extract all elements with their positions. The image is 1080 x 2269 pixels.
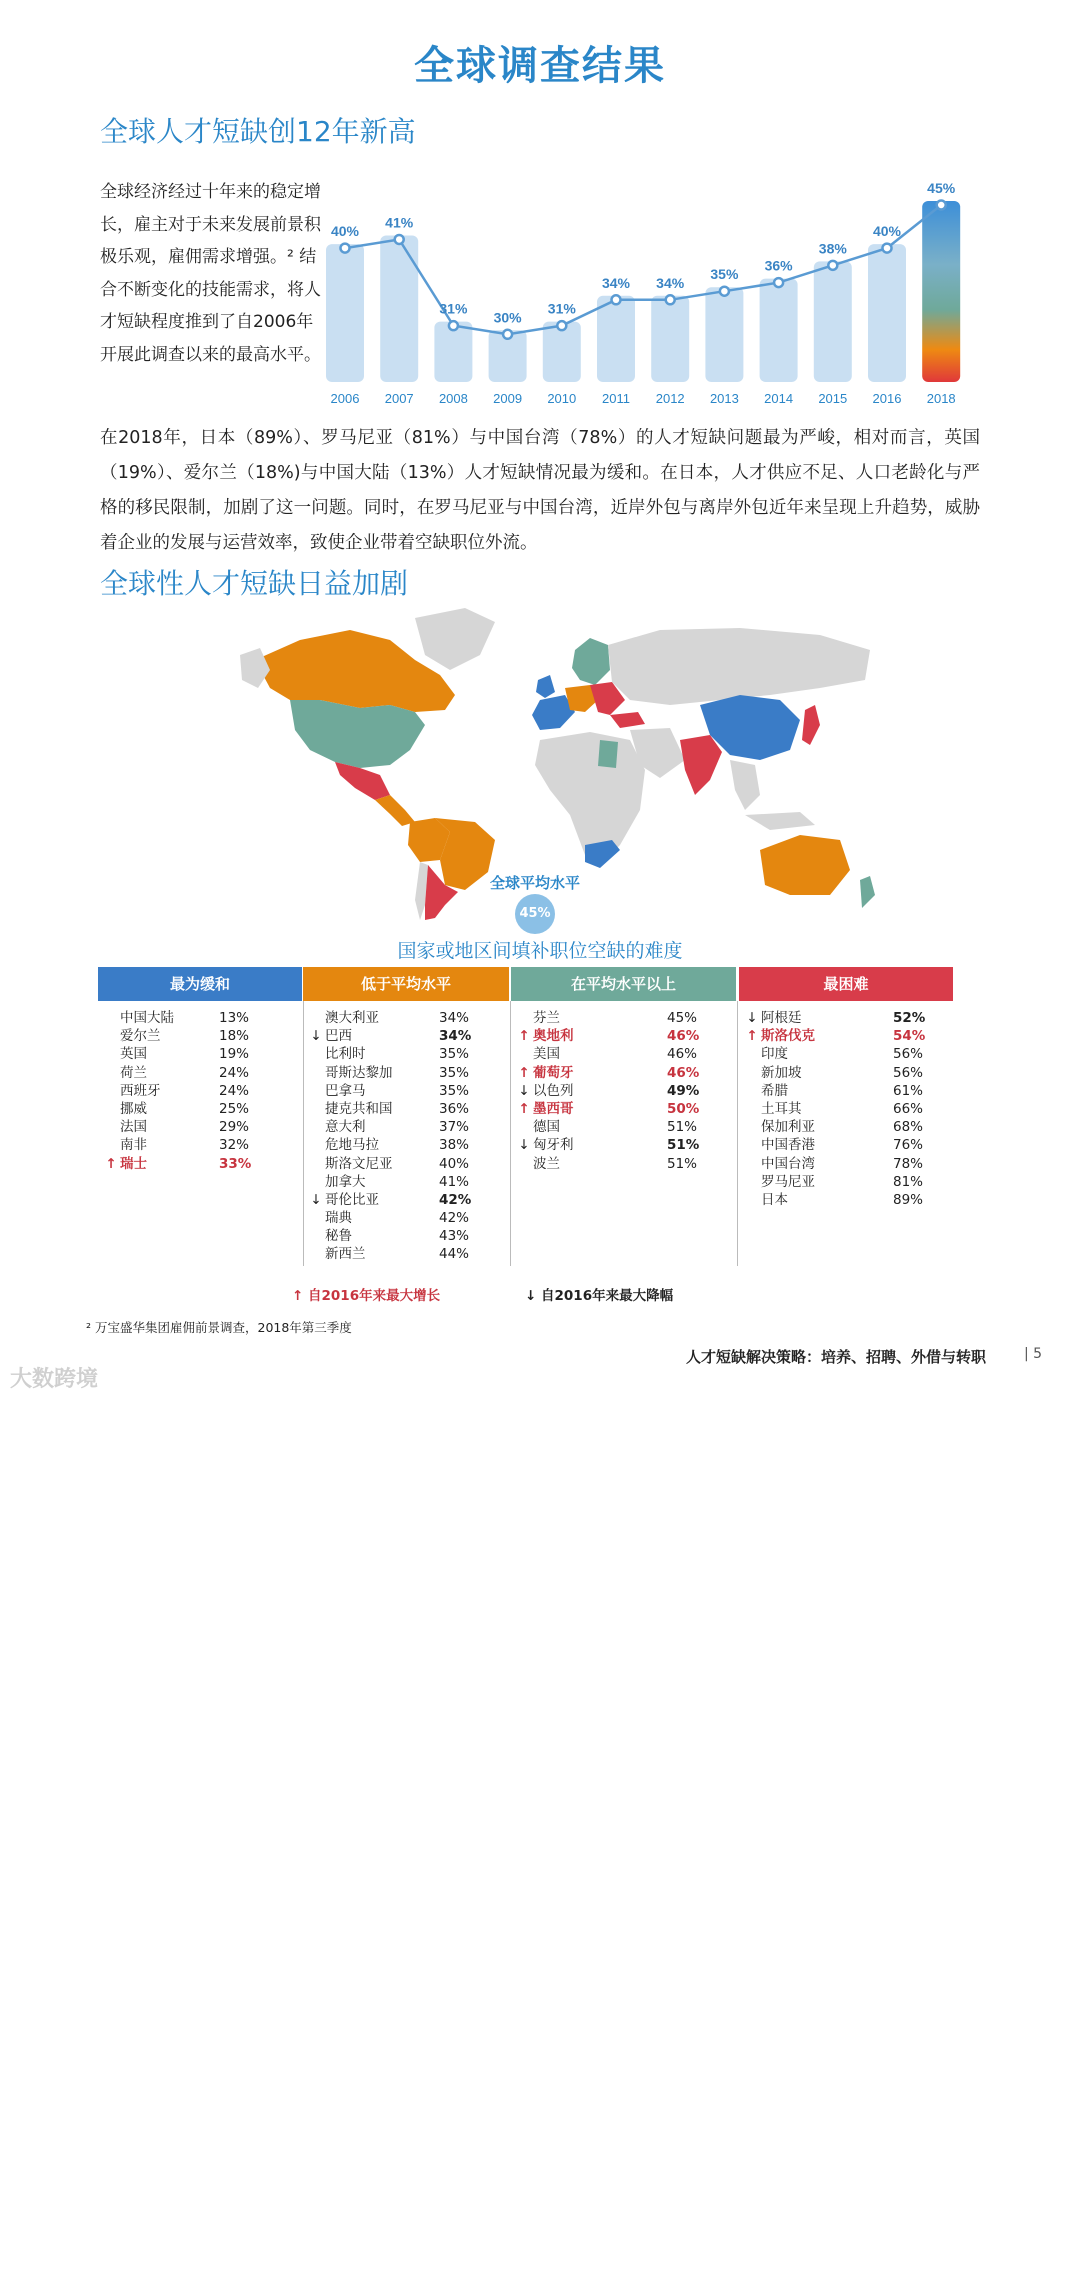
- country-name: 捷克共和国: [325, 1100, 393, 1117]
- country-name: 秘鲁: [325, 1228, 352, 1245]
- table-row: [745, 1100, 953, 1118]
- x-tick-label: 2011: [602, 391, 630, 406]
- country-name: 哥斯达黎加: [325, 1064, 393, 1081]
- country-name: 荷兰: [120, 1064, 147, 1081]
- shortage-value: 34%: [439, 1010, 470, 1026]
- bar-2014: [760, 279, 798, 382]
- x-tick-label: 2010: [547, 391, 577, 406]
- country-name: 瑞士: [120, 1155, 147, 1172]
- country-name: 波兰: [533, 1155, 560, 1172]
- shortage-value: 54%: [893, 1028, 926, 1045]
- data-label: 41%: [385, 214, 414, 231]
- table-row: [104, 1118, 302, 1136]
- table-row: [309, 1009, 509, 1027]
- table-row: [517, 1082, 736, 1100]
- country-name: 以色列: [533, 1082, 574, 1099]
- column-most-difficult: [739, 967, 953, 2269]
- data-label: 36%: [764, 257, 793, 274]
- column-rows: [739, 1001, 953, 1209]
- map-usa: [290, 700, 425, 768]
- shortage-value: 81%: [893, 1173, 924, 1190]
- table-row: [309, 1191, 509, 1209]
- data-label: 31%: [439, 300, 468, 317]
- data-label: 34%: [601, 274, 631, 291]
- table-row: [745, 1118, 953, 1136]
- country-name: 德国: [533, 1119, 560, 1136]
- decrease-arrow-icon: ↓: [310, 1191, 322, 1208]
- line-point: [720, 287, 729, 296]
- column-header: 在平均水平以上: [511, 967, 736, 1001]
- shortage-value: 46%: [667, 1028, 700, 1045]
- shortage-value: 76%: [893, 1137, 924, 1154]
- map-egypt: [598, 740, 618, 768]
- country-name: 新加坡: [761, 1064, 802, 1081]
- talent-shortage-chart: [318, 165, 978, 410]
- column-rows: [511, 1001, 736, 1173]
- section-title-shortage-high: 全球人才短缺创12年新高: [100, 115, 416, 148]
- column-header: 低于平均水平: [303, 967, 509, 1001]
- country-name: 新西兰: [325, 1246, 366, 1263]
- data-label: 31%: [547, 300, 576, 317]
- country-name: 阿根廷: [761, 1010, 802, 1026]
- column-rows: [303, 1001, 509, 1264]
- shortage-value: 35%: [439, 1082, 470, 1099]
- table-row: [517, 1155, 736, 1173]
- table-row: [745, 1009, 953, 1027]
- table-title: 国家或地区间填补职位空缺的难度: [397, 940, 683, 962]
- shortage-value: 56%: [893, 1046, 924, 1063]
- shortage-value: 32%: [219, 1137, 250, 1154]
- table-row: [104, 1027, 302, 1045]
- table-row: [309, 1173, 509, 1191]
- country-name: 奥地利: [533, 1028, 574, 1045]
- table-row: [517, 1118, 736, 1136]
- shortage-value: 24%: [219, 1064, 250, 1081]
- column-above-average: [511, 967, 736, 2269]
- line-point: [612, 295, 621, 304]
- shortage-value: 89%: [893, 1191, 924, 1208]
- line-point: [937, 201, 946, 210]
- line-point: [449, 321, 458, 330]
- map-japan: [802, 705, 820, 745]
- country-name: 日本: [761, 1191, 788, 1208]
- map-greenland: [415, 608, 495, 670]
- country-name: 保加利亚: [761, 1119, 815, 1136]
- table-row: [745, 1191, 953, 1209]
- country-name: 葡萄牙: [533, 1064, 574, 1081]
- data-label: 35%: [710, 266, 739, 283]
- shortage-value: 68%: [893, 1119, 924, 1136]
- line-point: [503, 330, 512, 339]
- data-label: 40%: [872, 223, 902, 240]
- map-south-africa: [585, 840, 620, 868]
- decrease-arrow-icon: ↓: [518, 1137, 530, 1154]
- data-label: 40%: [330, 223, 360, 240]
- data-label: 30%: [493, 309, 522, 326]
- shortage-value: 51%: [667, 1119, 698, 1136]
- country-name: 加拿大: [325, 1173, 366, 1190]
- bar-2013: [705, 287, 743, 382]
- country-name: 意大利: [325, 1119, 366, 1136]
- country-name: 希腊: [761, 1082, 788, 1099]
- x-tick-label: 2018: [926, 391, 956, 406]
- shortage-value: 36%: [439, 1100, 470, 1117]
- shortage-value: 52%: [893, 1010, 926, 1026]
- map-russia: [608, 628, 870, 705]
- country-name: 巴拿马: [325, 1082, 366, 1099]
- country-name: 澳大利亚: [325, 1010, 379, 1026]
- shortage-value: 35%: [439, 1046, 470, 1063]
- column-header: 最困难: [739, 967, 953, 1001]
- table-row: [309, 1227, 509, 1245]
- increase-arrow-icon: ↑: [746, 1028, 758, 1045]
- shortage-value: 25%: [219, 1100, 250, 1117]
- footer-title: 人才短缺解决策略：培养、招聘、外借与转职: [686, 1348, 987, 1366]
- table-row: [517, 1045, 736, 1063]
- footnote: ² 万宝盛华集团雇佣前景调查，2018年第三季度: [86, 1320, 352, 1335]
- table-row: [517, 1136, 736, 1154]
- country-name: 土耳其: [761, 1100, 802, 1117]
- table-row: [745, 1027, 953, 1045]
- x-tick-label: 2013: [709, 391, 739, 406]
- column-least-difficult: [98, 967, 302, 2269]
- line-point: [395, 235, 404, 244]
- country-name: 罗马尼亚: [761, 1173, 815, 1190]
- map-new-zealand: [860, 876, 875, 908]
- section-title-global-trend: 全球性人才短缺日益加剧: [100, 567, 409, 600]
- shortage-value: 29%: [219, 1119, 250, 1136]
- table-row: [309, 1100, 509, 1118]
- watermark: 大数跨境: [10, 1367, 99, 1392]
- table-row: [309, 1245, 509, 1263]
- shortage-value: 18%: [219, 1028, 250, 1045]
- country-name: 中国香港: [761, 1137, 815, 1154]
- country-name: 爱尔兰: [120, 1028, 161, 1045]
- table-row: [745, 1136, 953, 1154]
- map-central-america: [375, 795, 415, 826]
- country-name: 瑞典: [325, 1210, 352, 1227]
- x-tick-label: 2012: [655, 391, 685, 406]
- table-row: [309, 1155, 509, 1173]
- shortage-value: 46%: [667, 1046, 698, 1063]
- map-se-asia: [730, 760, 760, 810]
- increase-arrow-icon: ↑: [518, 1028, 530, 1045]
- table-row: [517, 1009, 736, 1027]
- country-name: 西班牙: [120, 1082, 161, 1099]
- shortage-value: 37%: [439, 1119, 470, 1136]
- country-name: 墨西哥: [533, 1100, 574, 1117]
- line-point: [828, 261, 837, 270]
- shortage-value: 46%: [667, 1064, 700, 1081]
- table-row: [309, 1027, 509, 1045]
- column-header: 最为缓和: [98, 967, 302, 1001]
- bar-2007: [380, 235, 418, 382]
- map-australia: [760, 835, 850, 895]
- table-row: [104, 1045, 302, 1063]
- shortage-value: 61%: [893, 1082, 924, 1099]
- table-row: [104, 1064, 302, 1082]
- country-name: 巴西: [325, 1028, 352, 1045]
- shortage-value: 66%: [893, 1100, 924, 1117]
- country-name: 中国大陆: [120, 1010, 174, 1026]
- global-average-badge: 45%: [515, 894, 555, 934]
- table-row: [104, 1155, 302, 1173]
- country-name: 中国台湾: [761, 1155, 815, 1172]
- table-row: [745, 1173, 953, 1191]
- shortage-value: 42%: [439, 1191, 472, 1208]
- country-name: 芬兰: [533, 1010, 560, 1026]
- table-row: [517, 1100, 736, 1118]
- shortage-value: 24%: [219, 1082, 250, 1099]
- shortage-value: 19%: [219, 1046, 250, 1063]
- column-below-average: [303, 967, 509, 2269]
- shortage-value: 38%: [439, 1137, 470, 1154]
- x-tick-label: 2014: [764, 391, 794, 406]
- shortage-value: 41%: [439, 1173, 470, 1190]
- table-row: [104, 1009, 302, 1027]
- country-name: 挪威: [120, 1100, 147, 1117]
- country-name: 印度: [761, 1046, 788, 1063]
- x-tick-label: 2015: [818, 391, 848, 406]
- country-name: 法国: [120, 1119, 147, 1136]
- country-name: 英国: [120, 1046, 147, 1063]
- table-row: [309, 1209, 509, 1227]
- x-tick-label: 2009: [493, 391, 523, 406]
- shortage-value: 43%: [439, 1228, 470, 1245]
- shortage-value: 56%: [893, 1064, 924, 1081]
- column-divider: [510, 1001, 511, 1266]
- bar-2012: [651, 296, 689, 382]
- table-row: [745, 1045, 953, 1063]
- table-row: [104, 1082, 302, 1100]
- shortage-value: 51%: [667, 1137, 700, 1154]
- data-label: 45%: [927, 180, 956, 196]
- page-title: 全球调查结果: [414, 43, 666, 89]
- increase-arrow-icon: ↑: [105, 1155, 117, 1172]
- increase-arrow-icon: ↑: [518, 1100, 530, 1117]
- column-rows: [98, 1001, 302, 1173]
- line-point: [883, 244, 892, 253]
- shortage-value: 34%: [439, 1028, 472, 1045]
- global-average-label: 全球平均水平: [489, 874, 580, 892]
- shortage-value: 35%: [439, 1064, 470, 1081]
- shortage-value: 40%: [439, 1155, 470, 1172]
- legend-largest-decrease: ↓ 自2016年来最大降幅: [525, 1288, 674, 1304]
- bar-2006: [326, 244, 364, 382]
- legend-largest-increase: ↑ 自2016年来最大增长: [292, 1288, 441, 1304]
- intro-paragraph: 全球经济经过十年来的稳定增长，雇主对于未来发展前景积极乐观，雇佣需求增强。² 结合不断变化的技能需求，将人才短缺程度推到了自2006年开展此调查以来的最高水平。: [100, 182, 321, 365]
- table-row: [309, 1064, 509, 1082]
- table-row: [745, 1155, 953, 1173]
- shortage-value: 49%: [667, 1082, 700, 1099]
- map-turkey: [610, 712, 645, 728]
- x-tick-label: 2007: [384, 391, 414, 406]
- map-scandinavia: [572, 638, 610, 685]
- x-tick-label: 2016: [872, 391, 902, 406]
- shortage-value: 44%: [439, 1246, 470, 1263]
- shortage-value: 33%: [219, 1155, 252, 1172]
- country-name: 哥伦比亚: [325, 1191, 379, 1208]
- shortage-value: 13%: [219, 1010, 250, 1026]
- line-point: [666, 295, 675, 304]
- table-row: [104, 1136, 302, 1154]
- line-point: [341, 244, 350, 253]
- country-name: 美国: [533, 1046, 560, 1063]
- shortage-value: 78%: [893, 1155, 924, 1172]
- line-point: [774, 278, 783, 287]
- body-paragraph: 在2018年，日本（89%）、罗马尼亚（81%）与中国台湾（78%）的人才短缺问题最为严峻，相对而言，英国（19%）、爱尔兰（18%)与中国大陆（13%）人才短缺情况最为缓和。在日本，人才供应不足、人口老龄化与严格的移民限制，加剧了这一问题。同时，在罗马尼亚与中国台湾，近岸外包与离岸外包近年来呈现上升趋势，威胁着企业的发展与运营效率，致使企业带着空缺职位外流。: [100, 428, 980, 553]
- table-row: [309, 1082, 509, 1100]
- decrease-arrow-icon: ↓: [310, 1028, 322, 1045]
- country-name: 比利时: [325, 1046, 366, 1063]
- table-row: [517, 1027, 736, 1045]
- x-tick-label: 2008: [438, 391, 468, 406]
- data-label: 38%: [818, 240, 847, 257]
- decrease-arrow-icon: ↓: [746, 1010, 758, 1026]
- table-row: [104, 1100, 302, 1118]
- table-row: [309, 1136, 509, 1154]
- bar-2011: [597, 296, 635, 382]
- shortage-value: 51%: [667, 1155, 698, 1172]
- bar-2016: [868, 244, 906, 382]
- map-india: [680, 735, 722, 795]
- table-row: [745, 1082, 953, 1100]
- x-tick-label: 2006: [330, 391, 360, 406]
- shortage-value: 45%: [667, 1010, 698, 1026]
- line-point: [557, 321, 566, 330]
- country-name: 南非: [120, 1137, 147, 1154]
- table-row: [745, 1064, 953, 1082]
- country-name: 斯洛伐克: [761, 1028, 815, 1045]
- table-row: [309, 1045, 509, 1063]
- increase-arrow-icon: ↑: [518, 1064, 530, 1081]
- table-row: [517, 1064, 736, 1082]
- data-label: 34%: [656, 274, 685, 291]
- bar-2018: [922, 201, 960, 382]
- shortage-value: 42%: [439, 1210, 470, 1227]
- page-number: | 5: [1024, 1346, 1043, 1362]
- map-alaska: [240, 648, 270, 688]
- column-divider: [303, 1001, 304, 1266]
- decrease-arrow-icon: ↓: [518, 1082, 530, 1099]
- shortage-value: 50%: [667, 1100, 700, 1117]
- country-name: 斯洛文尼亚: [325, 1155, 393, 1172]
- country-name: 危地马拉: [325, 1137, 379, 1154]
- country-name: 匈牙利: [533, 1137, 574, 1154]
- map-indonesia: [745, 812, 815, 830]
- map-uk-ireland: [536, 675, 555, 698]
- bar-2015: [814, 261, 852, 382]
- column-divider: [737, 1001, 738, 1266]
- table-row: [309, 1118, 509, 1136]
